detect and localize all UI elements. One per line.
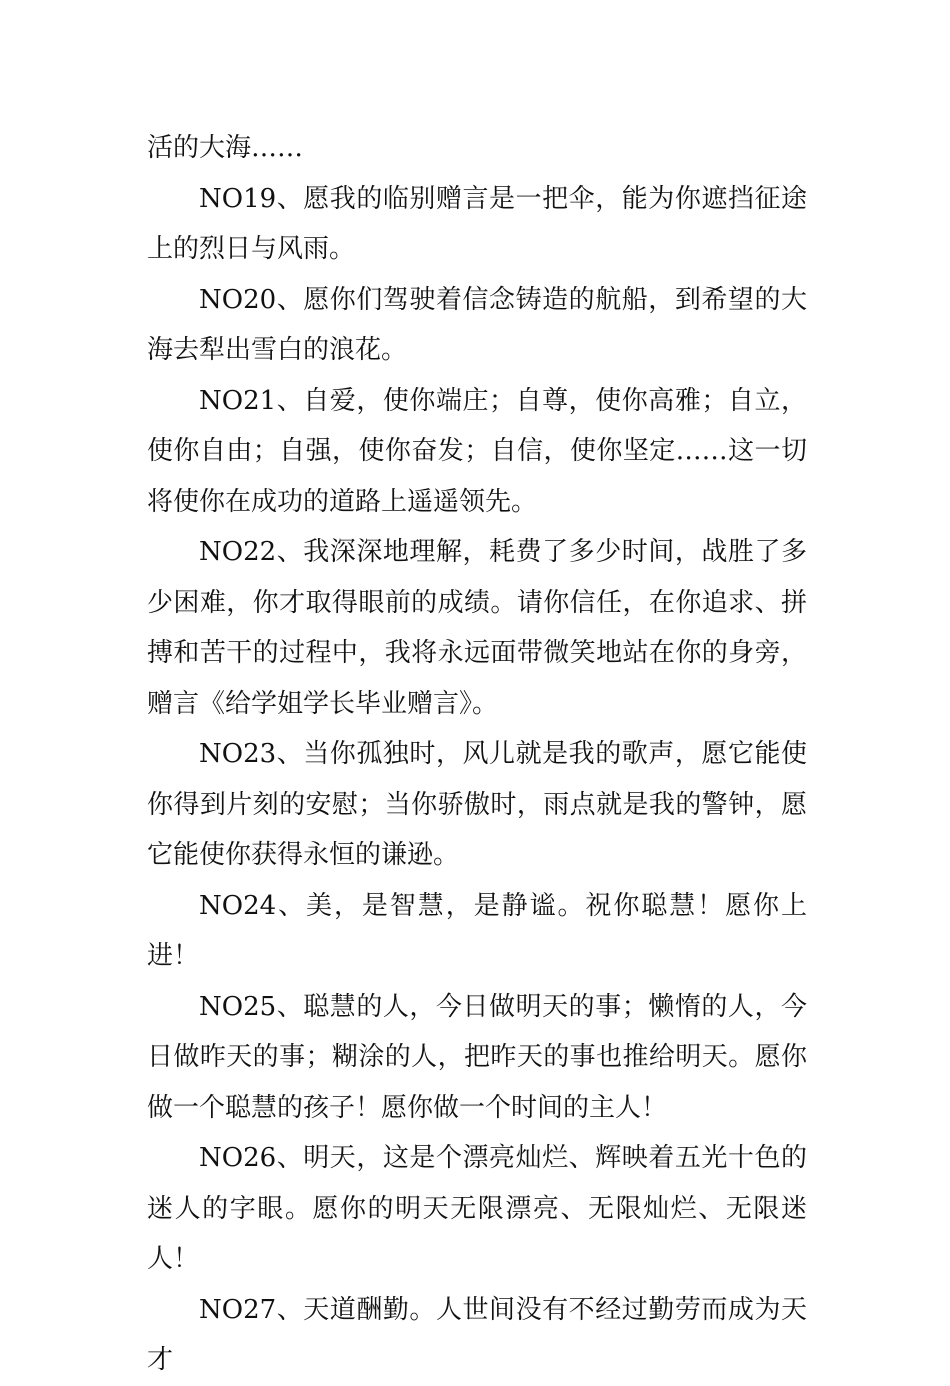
paragraph-no21: NO21、自爱，使你端庄；自尊，使你高雅；自立，使你自由；自强，使你奋发；自信，使你坚定……这一切将使你在成功的道路上遥遥领先。 [147,385,807,517]
paragraph-no24: NO24、美，是智慧，是静谧。祝你聪慧！愿你上进！ [147,890,807,971]
paragraph-no22: NO22、我深深地理解，耗费了多少时间，战胜了多少困难，你才取得眼前的成绩。请你信任，在你追求、拼搏和苦干的过程中，我将永远面带微笑地站在你的身旁，赠言《给学姐学长毕业赠言》。 [147,537,807,719]
document-body [147,123,807,1386]
paragraph-no20: NO20、愿你们驾驶着信念铸造的航船，到希望的大海去犁出雪白的浪花。 [147,284,807,365]
paragraph-continuation: 活的大海…… [147,133,304,163]
paragraph-no27: NO27、天道酬勤。人世间没有不经过勤劳而成为天才 [147,1294,807,1375]
paragraph-no25: NO25、聪慧的人，今日做明天的事；懒惰的人，今日做昨天的事；糊涂的人，把昨天的事也推给明天。愿你做一个聪慧的孩子！愿你做一个时间的主人！ [147,991,807,1123]
paragraph-no23: NO23、当你孤独时，风儿就是我的歌声，愿它能使你得到片刻的安慰；当你骄傲时，雨点就是我的警钟，愿它能使你获得永恒的谦逊。 [147,739,807,870]
paragraph-no19: NO19、愿我的临别赠言是一把伞，能为你遮挡征途上的烈日与风雨。 [147,183,807,264]
paragraph-no26: NO26、明天，这是个漂亮灿烂、辉映着五光十色的迷人的字眼。愿你的明天无限漂亮、无限灿烂、无限迷人！ [147,1143,807,1274]
